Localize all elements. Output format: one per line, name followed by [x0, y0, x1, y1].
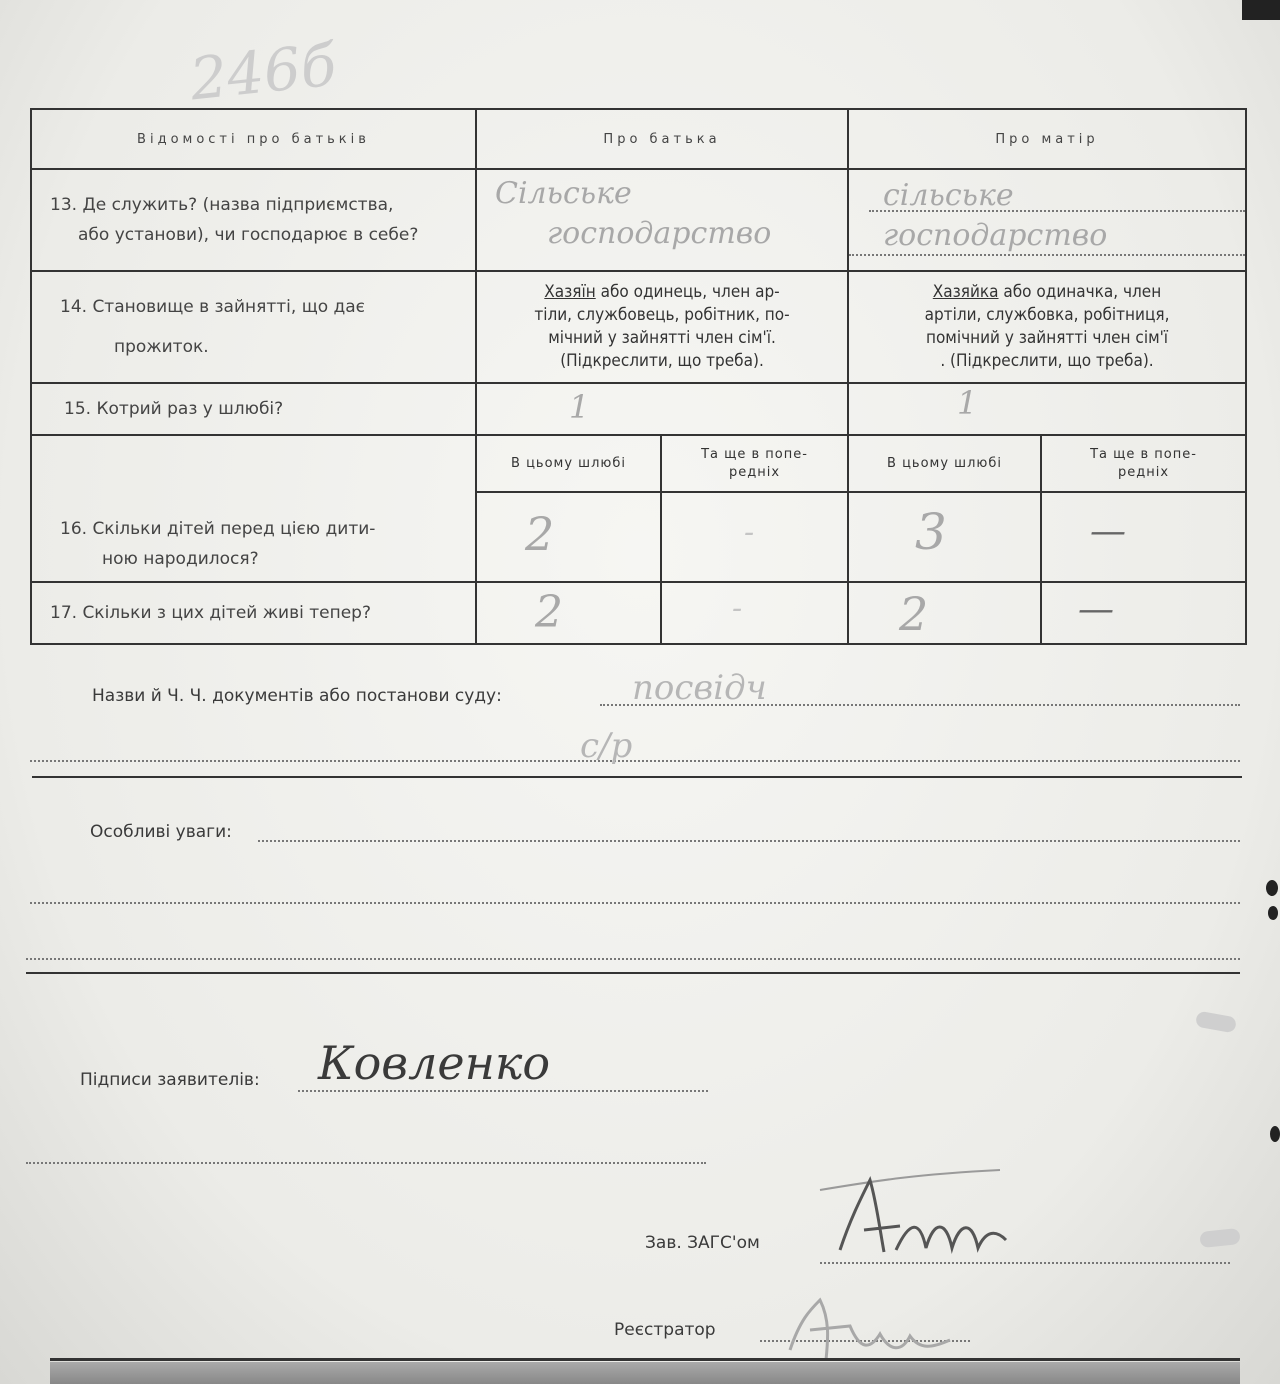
- answer-14-mother: Хазяйка або одиначка, член артіли, службовка, робітниця, помічний у зайнятті член сім'ї . (Підкреслити, що треба).: [848, 271, 1246, 383]
- answer-16-father-this: 2: [476, 492, 661, 582]
- remarks-label: Особливі уваги:: [90, 822, 232, 842]
- table-row-15: [31, 383, 1246, 435]
- table-row-13: [31, 169, 1246, 271]
- answer-15-mother: 1: [848, 383, 1246, 435]
- question-17: 17. Скільки з цих дітей живі тепер?: [31, 582, 476, 644]
- header-father: Про батька: [476, 109, 848, 169]
- subheader-mother-this-marriage: В цьому шлюбі: [848, 435, 1041, 492]
- table-row-14: [31, 271, 1246, 383]
- table-row-17: [31, 582, 1246, 644]
- answer-17-father-prev: -: [661, 582, 848, 644]
- answer-16-father-prev: -: [661, 492, 848, 582]
- answer-15-father: 1: [476, 383, 848, 435]
- applicants-signature-label: Підписи заявителів:: [80, 1070, 260, 1090]
- answer-17-mother-this: 2: [848, 582, 1041, 644]
- registrar-label: Реєстратор: [614, 1320, 716, 1340]
- documents-value-line2: с/р: [580, 726, 633, 766]
- header-about-parents: Відомості про батьків: [31, 109, 476, 169]
- subheader-mother-previous: Та ще в попе- редніх: [1041, 435, 1246, 492]
- documents-label: Назви й Ч. Ч. документів або постанови суду:: [92, 686, 502, 706]
- answer-14-father: Хазяїн або одинець, член ар- тіли, службовець, робітник, по- мічний у зайнятті член сім'ї. (Підкреслити, що треба).: [476, 271, 848, 383]
- answer-13-father: Сільське господарство: [476, 169, 848, 271]
- answer-16-mother-this: 3: [848, 492, 1041, 582]
- subheader-father-this-marriage: В цьому шлюбі: [476, 435, 661, 492]
- question-15: 15. Котрий раз у шлюбі?: [31, 383, 476, 435]
- table-row-16-subheader: [31, 435, 1246, 492]
- question-16: 16. Скільки дітей перед цією дити- ною народилося?: [31, 435, 476, 582]
- parents-info-table: [30, 108, 1247, 645]
- question-13: 13. Де служить? (назва підприємства, або установи), чи господарює в себе?: [31, 169, 476, 271]
- question-14: 14. Становище в зайнятті, що дає прожиток.: [31, 271, 476, 383]
- answer-13-mother: сільське господарство: [848, 169, 1246, 271]
- archive-number: 246б: [186, 30, 340, 114]
- head-signature-scribble: [800, 1160, 1030, 1280]
- header-mother: Про матір: [848, 109, 1246, 169]
- answer-17-mother-prev: —: [1041, 582, 1246, 644]
- answer-16-mother-prev: —: [1041, 492, 1246, 582]
- applicants-signature: Ковленко: [318, 1036, 551, 1090]
- documents-value-line1: посвідч: [632, 668, 767, 708]
- subheader-father-previous: Та ще в попе- редніх: [661, 435, 848, 492]
- table-header-row: [31, 109, 1246, 169]
- head-registry-label: Зав. ЗАГС'ом: [645, 1233, 760, 1253]
- answer-17-father-this: 2: [476, 582, 661, 644]
